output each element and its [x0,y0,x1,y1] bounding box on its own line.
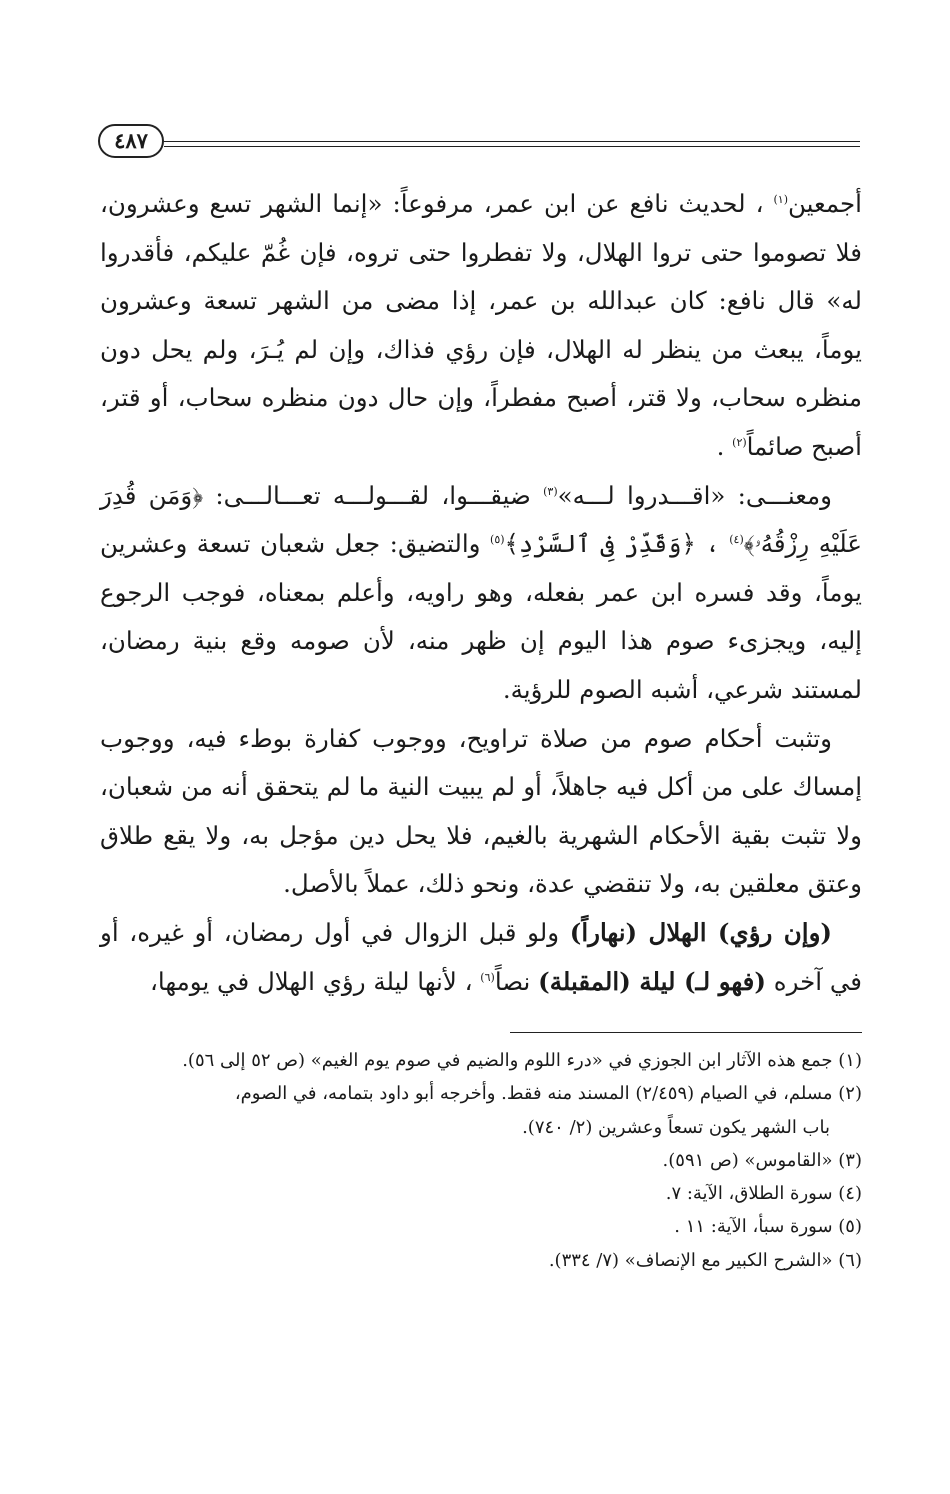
footnote-text: (٥) سورة سبأ، الآية: ١١ . [674,1216,862,1238]
footnote-text: (١) جمع هذه الآثار ابن الجوزي في «درء اللوم والضيم في صوم يوم الغيم» (ص ٥٢ إلى ٥٦). [182,1050,862,1071]
text-run: ، ﴿وَقَدِّرْ فِى ٱلسَّرْدِ﴾ [504,529,730,559]
footnote-separator [510,1032,862,1033]
footnote-text: (٤) سورة الطلاق، الآية: ٧. [665,1183,862,1205]
paragraph [100,715,862,909]
text-run: ، لأنها ليلة رؤي الهلال في يومها، [150,966,481,996]
text-run: وتثبت أحكام صوم من صلاة تراويح، ووجوب كفارة بوطء فيه، ووجوب إمساك على من أكل فيه جاهلاً، أو لم يبيت النية ما لم يتحقق أنه من شعبان، ولا تثبت بقية الأحكام الشهرية بالغيم، فلا يحل دين مؤجل به، ولا يقع طلاق وعتق معلقين به، ولا تنقضي عدة، ونحو ذلك، عملاً بالأصل. [100,723,862,899]
text-run: والتضيق: جعل شعبان تسعة وعشرين يوماً، وقد فسره ابن عمر بفعله، وهو راويه، وأعلم بمعناه، فوجب الرجوع إليه، ويجزىء صوم هذا اليوم إن ظهر منه، لأن صومه وقع بنية رمضان، لمستند شرعي، أشبه الصوم للرؤية. [100,529,862,704]
footnote-text: (٣) «القاموس» (ص ٥٩١). [662,1149,862,1171]
footnote [100,1044,862,1077]
footnote [100,1210,862,1243]
bold-text: (فهو لـ) ليلة (المقبلة) [538,966,766,996]
text-run: . [716,431,733,461]
footnote-text: (٦) «الشرح الكبير مع الإنصاف» (٧/ ٣٣٤). [548,1249,862,1271]
header-rule-thin [164,146,860,147]
footnote-ref: (٢) [732,435,747,449]
text-run: ولو قبل الزوال في أول رمضان، أو غيره، أو في آخره [100,917,862,996]
footnote-continuation: باب الشهر يكون تسعاً وعشرين (٢/ ٧٤٠). [522,1116,830,1138]
text-run: أجمعين [788,189,862,218]
footnote-ref: (١) [773,192,789,206]
footnote [100,1144,862,1177]
page-header [98,124,860,164]
paragraph [100,472,862,715]
text-run: ، لحديث نافع عن ابن عمر، مرفوعاً: «إنما الشهر تسع وعشرون، فلا تصوموا حتى تروا الهلال، ولا تفطروا حتى تروه، فإن غُمّ عليكم، فأقدروا له» قال نافع: كان عبدالله بن عمر، إذا مضى من الشهر تسعة وعشرون يوماً، يبعث من ينظر له الهلال، فإن رؤي فذاك، وإن لم يُـرَ، ولم يحل دون منظره سحاب، ولا قتر، أصبح مفطراً، وإن حال دون منظره سحاب، أو قتر، أصبح صائماً [100,189,862,461]
footnote [100,1177,862,1210]
footnote-ref: (٣) [543,484,558,498]
footnote [100,1077,862,1144]
page-number: ٤٨٧ [98,124,164,158]
footnote-ref: (٦) [480,970,495,984]
footnote-text: (٢) مسلم، في الصيام (٢/٤٥٩) المسند منه فقط. وأخرجه أبو داود بتمامه، في الصوم، [234,1083,862,1105]
text-run: ضيقـــوا، لقـــولـــه تعـــالـــى: ﴿وَمَن قُدِرَ عَلَيْهِ رِزْقُهُۥ﴾ [100,480,862,559]
footnote-ref: (٤) [729,533,744,546]
text-run: ومعنـــى: «اقـــدروا لـــه» [557,480,832,510]
main-text [100,180,862,1006]
text-run: نصاً [494,966,539,996]
footnotes [100,1044,862,1277]
paragraph [100,909,862,1006]
paragraph [100,180,862,472]
bold-text: (وإن رؤي) الهلال (نهاراً) [569,917,832,947]
footnote [100,1244,862,1277]
footnote-ref: (٥) [490,533,505,546]
header-rule [164,141,860,142]
